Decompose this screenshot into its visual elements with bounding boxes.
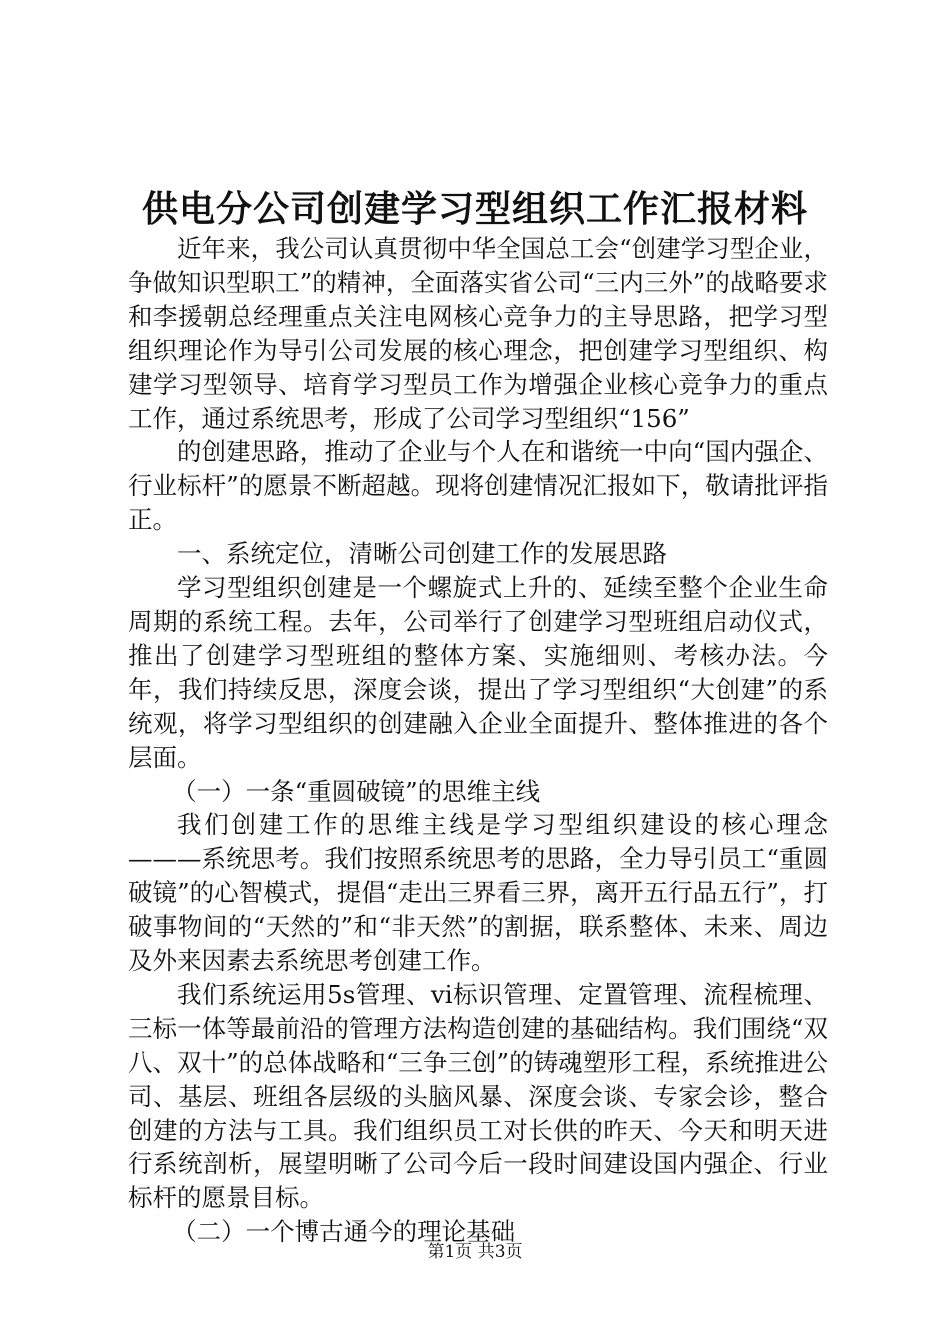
page-footer: 第1页 共3页 bbox=[427, 1242, 523, 1262]
section-1-heading: 一、系统定位，清晰公司创建工作的发展思路 bbox=[177, 539, 667, 569]
subsection-2-heading: （二）一个博古通今的理论基础 bbox=[172, 1217, 516, 1247]
document-body bbox=[128, 232, 828, 1249]
subsection-1-paragraph-2: 我们系统运用5s管理、vi标识管理、定置管理、流程梳理、三标一体等最前沿的管理方法构造创建的基础结构。我们围绕“双八、双十”的总体战略和“三争三创”的铸魂塑形工程，系统推进公司、基层、班组各层级的头脑风暴、深度会谈、专家会诊，整合创建的方法与工具。我们组织员工对长供的昨天、今天和明天进行系统剖析，展望明晰了公司今后一段时间建设国内强企、行业标杆的愿景目标。 bbox=[128, 979, 828, 1213]
subsection-1-paragraph-1: 我们创建工作的思维主线是学习型组织建设的核心理念———系统思考。我们按照系统思考的思路，全力导引员工“重圆破镜”的心智模式，提倡“走出三界看三界，离开五行品五行”，打破事物间的“天然的”和“非天然”的割据，联系整体、未来、周边及外来因素去系统思考创建工作。 bbox=[128, 810, 828, 976]
intro-paragraph-1: 近年来，我公司认真贯彻中华全国总工会“创建学习型企业，争做知识型职工”的精神，全面落实省公司“三内三外”的战略要求和李援朝总经理重点关注电网核心竞争力的主导思路，把学习型组织理论作为导引公司发展的核心理念，把创建学习型组织、构建学习型领导、培育学习型员工作为增强企业核心竞争力的重点工作，通过系统思考，形成了公司学习型组织“156” bbox=[128, 234, 828, 433]
intro-paragraph-2: 的创建思路，推动了企业与个人在和谐统一中向“国内强企、行业标杆”的愿景不断超越。现将创建情况汇报如下，敬请批评指正。 bbox=[128, 437, 828, 535]
section-1-paragraph: 学习型组织创建是一个螺旋式上升的、延续至整个企业生命周期的系统工程。去年，公司举行了创建学习型班组启动仪式，推出了创建学习型班组的整体方案、实施细则、考核办法。今年，我们持续反思，深度会谈，提出了学习型组织“大创建”的系统观，将学习型组织的创建融入企业全面提升、整体推进的各个层面。 bbox=[128, 573, 828, 772]
subsection-1-heading: （一）一条“重圆破镜”的思维主线 bbox=[172, 776, 541, 806]
document-title: 供电分公司创建学习型组织工作汇报材料 bbox=[141, 188, 808, 230]
